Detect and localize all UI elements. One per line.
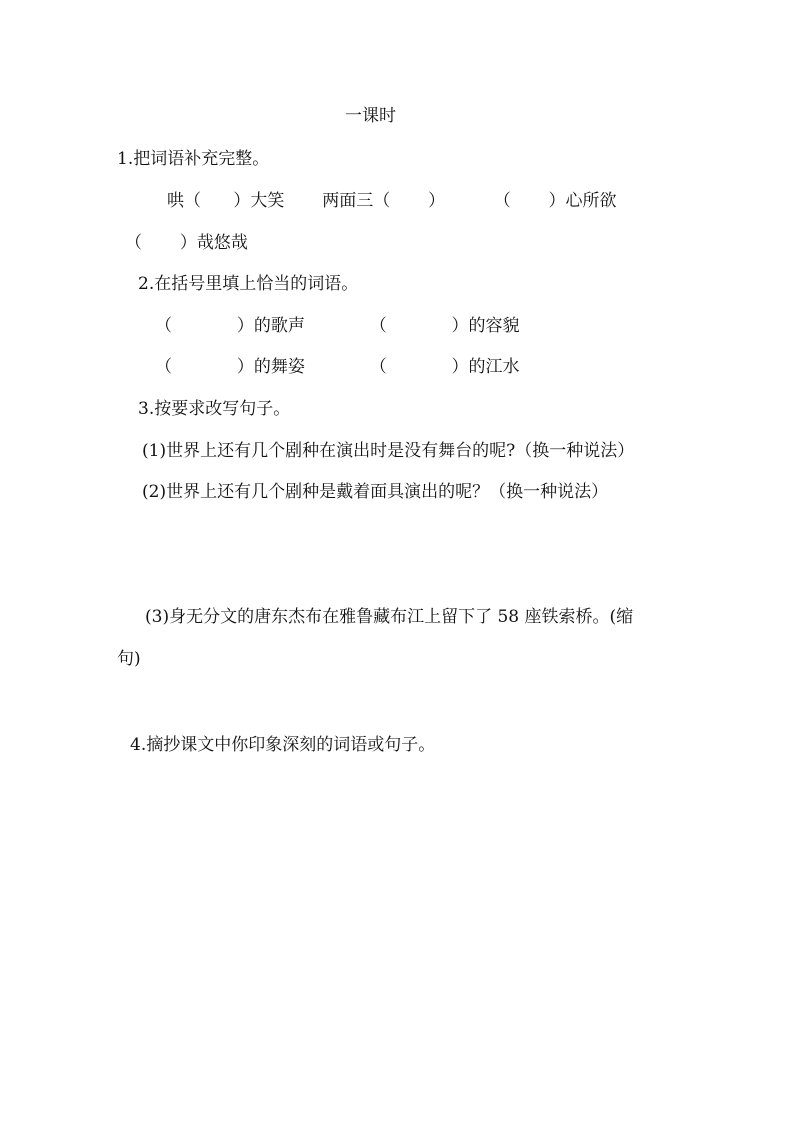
question-1-row-2: （ ）哉悠哉 bbox=[125, 233, 248, 253]
question-3-sentence-3-line-1: (3)身无分文的唐东杰布在雅鲁藏布江上留下了 58 座铁索桥。(缩 bbox=[145, 607, 634, 627]
question-1-row-1: 哄（ ）大笑 两面三（ ） （ ）心所欲 bbox=[167, 191, 617, 211]
question-3-sentence-3-line-2: 句) bbox=[117, 649, 141, 669]
page-title: 一课时 bbox=[345, 106, 396, 126]
question-2-heading: 2.在括号里填上恰当的词语。 bbox=[138, 274, 359, 294]
question-1-heading: 1.把词语补充完整。 bbox=[117, 149, 270, 169]
question-2-row-2: （ ）的舞姿 （ ）的江水 bbox=[155, 357, 520, 377]
question-4-heading: 4.摘抄课文中你印象深刻的词语或句子。 bbox=[130, 735, 436, 755]
question-3-sentence-1: (1)世界上还有几个剧种在演出时是没有舞台的呢?（换一种说法） bbox=[142, 441, 635, 461]
question-2-row-1: （ ）的歌声 （ ）的容貌 bbox=[155, 316, 520, 336]
question-3-sentence-2: (2)世界上还有几个剧种是戴着面具演出的呢？（换一种说法） bbox=[142, 482, 609, 502]
question-3-heading: 3.按要求改写句子。 bbox=[138, 399, 291, 419]
